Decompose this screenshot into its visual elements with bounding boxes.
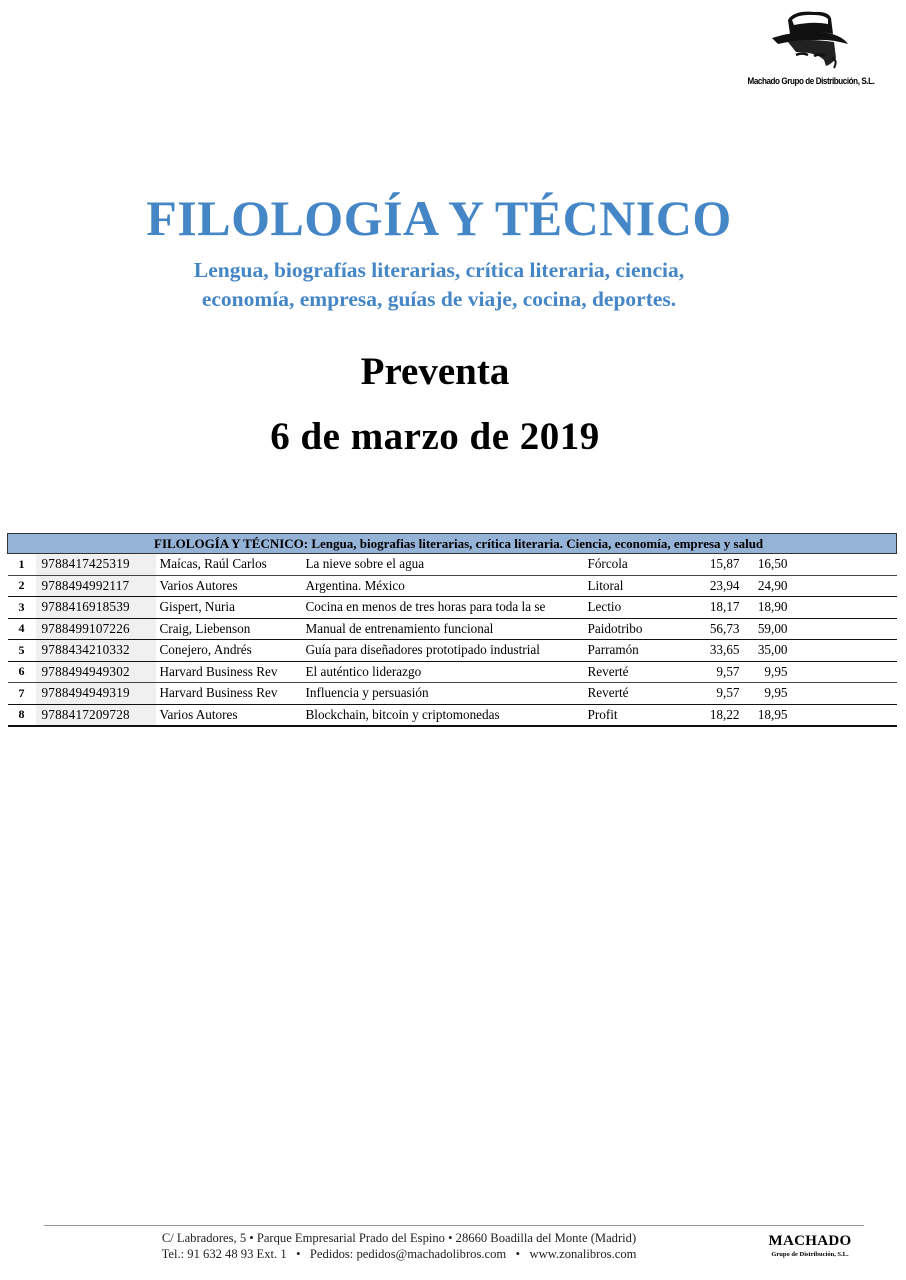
title-cell: Manual de entrenamiento funcional xyxy=(302,618,588,640)
title-cell: Influencia y persuasión xyxy=(302,683,588,705)
table-row xyxy=(8,597,897,619)
publisher-cell: Reverté xyxy=(588,683,688,705)
row-number: 5 xyxy=(8,640,36,662)
publisher-cell: Lectio xyxy=(588,597,688,619)
price-cell: 18,95 xyxy=(740,704,788,726)
price-cell: 9,95 xyxy=(740,683,788,705)
row-number: 6 xyxy=(8,661,36,683)
presale-date: 6 de marzo de 2019 xyxy=(270,415,600,458)
empty-cell xyxy=(788,661,897,683)
subtitle-line-1: Lengua, biografías literarias, crítica literaria, ciencia, xyxy=(193,258,685,282)
title-cell: Cocina en menos de tres horas para toda la se xyxy=(302,597,588,619)
author-cell: Harvard Business Rev xyxy=(156,661,302,683)
footer-brand-subtitle: Grupo de Distribución, S.L. xyxy=(771,1251,849,1258)
title-cell: Blockchain, bitcoin y criptomonedas xyxy=(302,704,588,726)
empty-cell xyxy=(788,640,897,662)
isbn-cell: 9788416918539 xyxy=(36,597,156,619)
price-cell: 18,90 xyxy=(740,597,788,619)
man-with-hat-logo-icon xyxy=(736,8,886,78)
isbn-cell: 9788499107226 xyxy=(36,618,156,640)
footer-brand xyxy=(760,1232,860,1259)
publisher-cell: Paidotribo xyxy=(588,618,688,640)
net-price-cell: 33,65 xyxy=(688,640,740,662)
net-price-cell: 15,87 xyxy=(688,554,740,576)
price-cell: 59,00 xyxy=(740,618,788,640)
subtitle-line-2: economía, empresa, guías de viaje, cocina, deportes. xyxy=(201,287,677,311)
author-cell: Craig, Liebenson xyxy=(156,618,302,640)
author-cell: Maícas, Raúl Carlos xyxy=(156,554,302,576)
table-row xyxy=(8,704,897,726)
footer-contact xyxy=(44,1230,754,1262)
table-row xyxy=(8,575,897,597)
isbn-cell: 9788417209728 xyxy=(36,704,156,726)
row-number: 2 xyxy=(8,575,36,597)
page-subtitle xyxy=(0,256,878,314)
title-cell: La nieve sobre el agua xyxy=(302,554,588,576)
price-cell: 24,90 xyxy=(740,575,788,597)
publisher-cell: Litoral xyxy=(588,575,688,597)
author-cell: Harvard Business Rev xyxy=(156,683,302,705)
table-row xyxy=(8,554,897,576)
book-list-table xyxy=(7,533,897,727)
net-price-cell: 56,73 xyxy=(688,618,740,640)
section-header-text: FILOLOGÍA Y TÉCNICO: Lengua, biografias literarias, crítica literaria. Ciencia, economía, empresa y salud xyxy=(8,534,897,554)
table-row xyxy=(8,618,897,640)
empty-cell xyxy=(788,597,897,619)
empty-cell xyxy=(788,704,897,726)
price-cell: 16,50 xyxy=(740,554,788,576)
title-cell: Guía para diseñadores prototipado industrial xyxy=(302,640,588,662)
publisher-cell: Fórcola xyxy=(588,554,688,576)
empty-cell xyxy=(788,618,897,640)
row-number: 4 xyxy=(8,618,36,640)
table-row xyxy=(8,661,897,683)
net-price-cell: 9,57 xyxy=(688,683,740,705)
footer-brand-name: MACHADO xyxy=(768,1233,852,1249)
isbn-cell: 9788434210332 xyxy=(36,640,156,662)
logo-caption: Machado Grupo de Distribución, S.L. xyxy=(747,76,875,87)
author-cell: Varios Autores xyxy=(156,575,302,597)
table-row xyxy=(8,640,897,662)
author-cell: Varios Autores xyxy=(156,704,302,726)
empty-cell xyxy=(788,575,897,597)
title-cell: Argentina. México xyxy=(302,575,588,597)
footer-address: C/ Labradores, 5 • Parque Empresarial Prado del Espino • 28660 Boadilla del Monte (Madrid) xyxy=(161,1231,637,1245)
table-section-header xyxy=(8,534,897,554)
empty-cell xyxy=(788,683,897,705)
price-cell: 35,00 xyxy=(740,640,788,662)
row-number: 7 xyxy=(8,683,36,705)
table-row xyxy=(8,683,897,705)
company-logo xyxy=(736,8,886,94)
net-price-cell: 18,17 xyxy=(688,597,740,619)
price-cell: 9,95 xyxy=(740,661,788,683)
preventa-heading: Preventa xyxy=(360,350,510,393)
net-price-cell: 23,94 xyxy=(688,575,740,597)
footer-divider xyxy=(44,1225,864,1226)
isbn-cell: 9788494949319 xyxy=(36,683,156,705)
page-title: FILOLOGÍA Y TÉCNICO xyxy=(146,190,732,246)
isbn-cell: 9788417425319 xyxy=(36,554,156,576)
empty-cell xyxy=(788,554,897,576)
row-number: 3 xyxy=(8,597,36,619)
isbn-cell: 9788494949302 xyxy=(36,661,156,683)
footer-phone-email-web: Tel.: 91 632 48 93 Ext. 1 • Pedidos: pedidos@machadolibros.com • www.zonalibros.com xyxy=(161,1247,637,1261)
title-cell: El auténtico liderazgo xyxy=(302,661,588,683)
publisher-cell: Parramón xyxy=(588,640,688,662)
publisher-cell: Reverté xyxy=(588,661,688,683)
author-cell: Conejero, Andrés xyxy=(156,640,302,662)
net-price-cell: 9,57 xyxy=(688,661,740,683)
publisher-cell: Profit xyxy=(588,704,688,726)
net-price-cell: 18,22 xyxy=(688,704,740,726)
author-cell: Gispert, Nuria xyxy=(156,597,302,619)
row-number: 8 xyxy=(8,704,36,726)
isbn-cell: 9788494992117 xyxy=(36,575,156,597)
row-number: 1 xyxy=(8,554,36,576)
